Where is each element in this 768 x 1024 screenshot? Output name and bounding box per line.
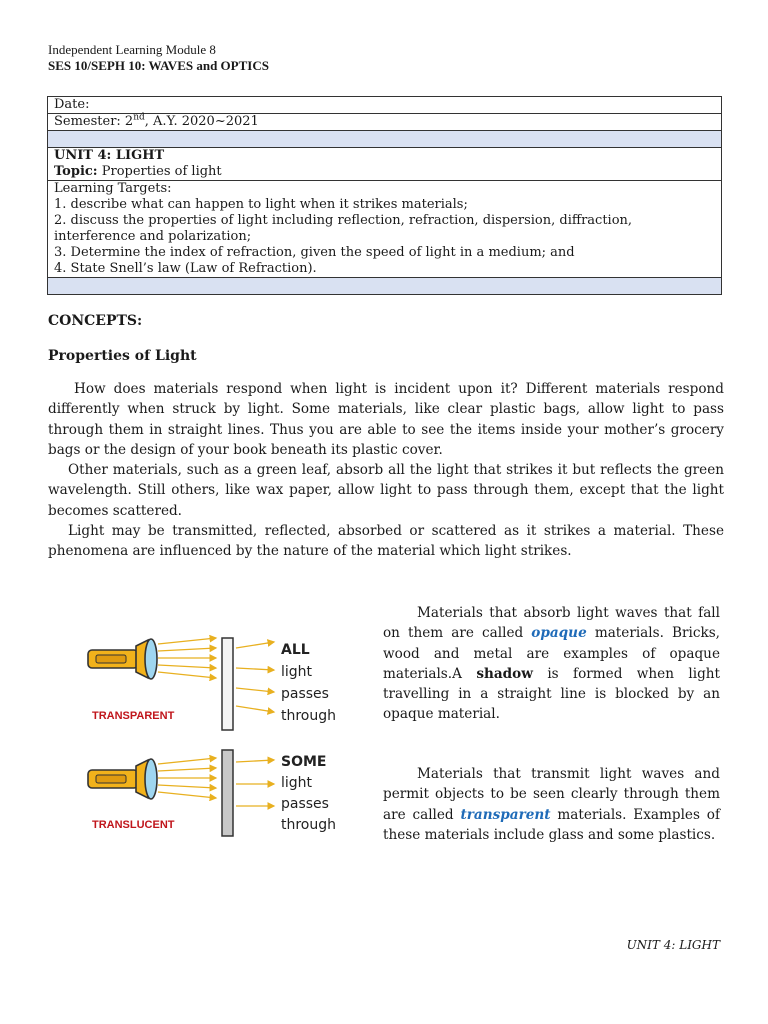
light-rays (158, 638, 274, 712)
date-label: Date: (54, 97, 90, 112)
transparent-text-pre: Materials that transmit light waves and permit objects to be seen clearly through them are called (383, 766, 720, 823)
course-title: SES 10/SEPH 10: WAVES and OPTICS (48, 58, 269, 73)
transparent-term: transparent (460, 806, 551, 823)
blue-band-1 (48, 131, 722, 148)
figure-bottom-line: SOME (281, 754, 327, 770)
figure-top-line: through (281, 708, 337, 724)
flashlight-icon (88, 639, 157, 679)
glass-pane-icon (222, 638, 233, 730)
paragraph: Light may be transmitted, reflected, absorbed or scattered as it strikes a material. These phenomena are influenced by the nature of the material which light strikes. (48, 523, 724, 560)
figure-top-line: passes (281, 686, 329, 702)
figure-bottom-line: passes (281, 796, 329, 812)
figure-bottom-line: through (281, 817, 337, 833)
concepts-heading: CONCEPTS: (48, 313, 143, 329)
figure-bottom-line: light (281, 775, 313, 791)
unit-cell (48, 148, 722, 181)
opaque-paragraph (383, 603, 720, 725)
blue-band-2 (48, 278, 722, 295)
opaque-text-mid: materials. Bricks, wood and metal are examples of opaque materials.A (383, 625, 720, 682)
unit-title: UNIT 4: LIGHT (54, 148, 165, 163)
frosted-pane-icon (222, 750, 233, 836)
target-item: 3. Determine the index of refraction, given the speed of light in a medium; and (54, 245, 575, 260)
figure-svg (86, 634, 356, 850)
paragraph: How does materials respond when light is incident upon it? Different materials respond differently when struck by light. Some materials, like clear plastic bags, allow light to pass through them in straight lines. Thus you are able to see the items inside your mother’s grocery bags or the design of your book beneath its plastic cover. (48, 381, 724, 458)
opaque-text-pre: Materials that absorb light waves that fall on them are called (383, 605, 720, 642)
body-text (48, 379, 724, 562)
flashlight-icon (88, 759, 157, 799)
targets-label: Learning Targets: (54, 181, 172, 196)
transparent-paragraph (383, 764, 720, 845)
transparency-figure (86, 634, 356, 850)
page-footer: UNIT 4: LIGHT (626, 938, 720, 952)
target-item: 4. State Snell’s law (Law of Refraction). (54, 261, 317, 276)
figure-top-line: ALL (281, 642, 310, 658)
transparent-text-post: materials. Examples of these materials include glass and some plastics. (383, 806, 720, 843)
opaque-term: opaque (531, 625, 587, 642)
targets-cell (48, 181, 722, 278)
figure-top-line: light (281, 664, 313, 680)
semester-cell (48, 114, 722, 131)
semester-sup: nd (133, 112, 145, 123)
target-item: 1. describe what can happen to light when it strikes materials; (54, 197, 468, 212)
semester-prefix: Semester: 2 (54, 114, 134, 129)
target-item: 2. discuss the properties of light including reflection, refraction, dispersion, diffraction, interference and polarization; (54, 213, 633, 244)
date-cell (48, 97, 722, 114)
shadow-term: shadow (476, 665, 533, 682)
topic-label: Topic: (54, 164, 98, 179)
module-title: Independent Learning Module 8 (48, 42, 216, 57)
transparent-label: TRANSPARENT (92, 710, 175, 722)
paragraph: Other materials, such as a green leaf, absorb all the light that strikes it but reflects the green wavelength. Still others, like wax paper, allow light to pass through them, except that the light becomes scattered. (48, 462, 724, 519)
info-table (47, 96, 722, 295)
translucent-label: TRANSLUCENT (92, 819, 175, 831)
opaque-text-post: is formed when light travelling in a straight line is blocked by an opaque material. (383, 665, 720, 723)
light-rays (158, 758, 274, 806)
section-title: Properties of Light (48, 348, 197, 364)
semester-suffix: , A.Y. 2020~2021 (144, 114, 259, 129)
module-header (48, 42, 269, 74)
topic-value: Properties of light (97, 164, 222, 179)
